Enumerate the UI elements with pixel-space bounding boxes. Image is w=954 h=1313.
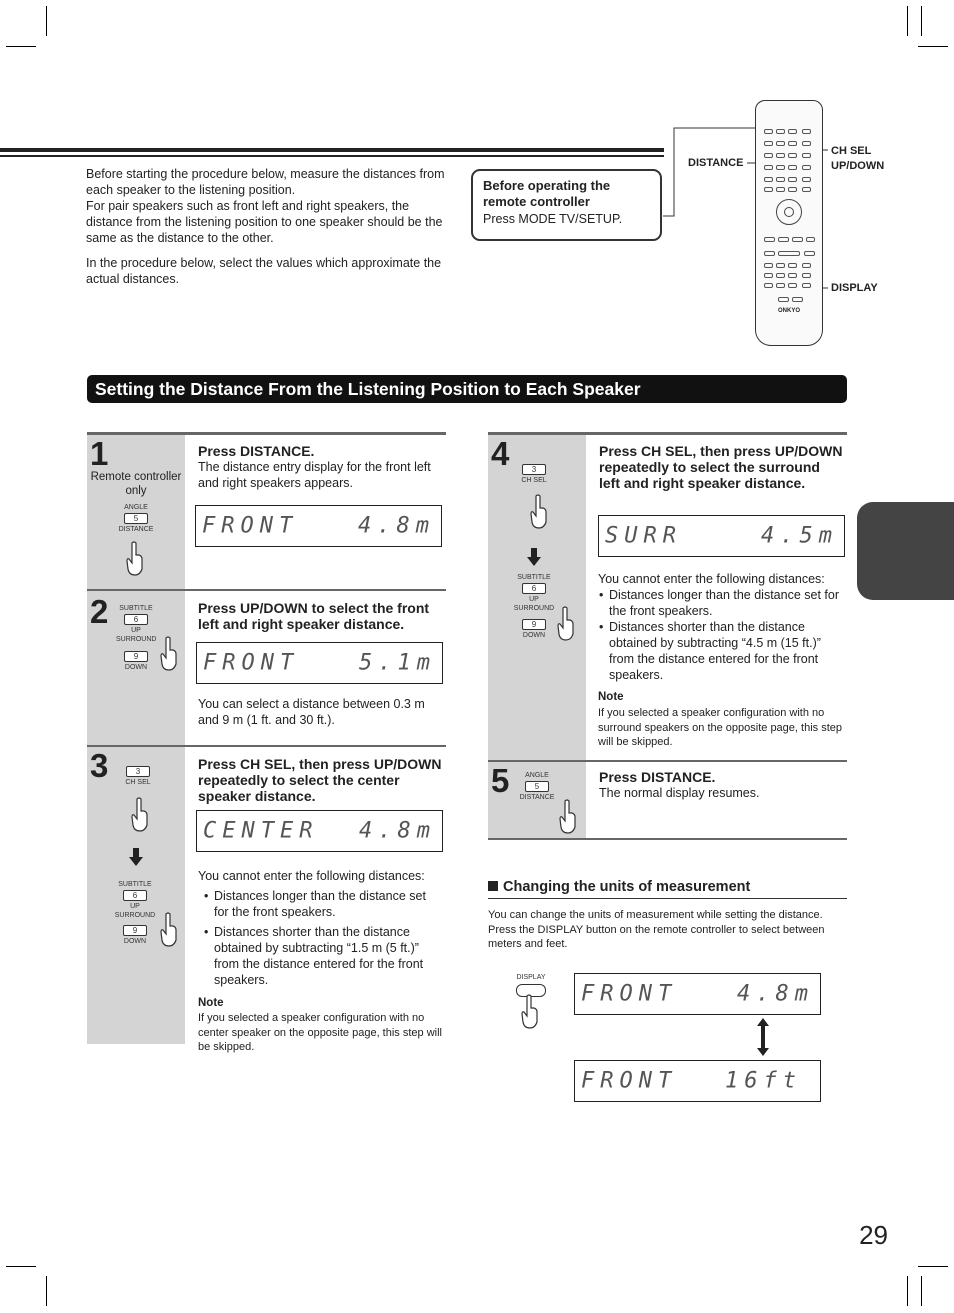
note-heading: Note bbox=[198, 997, 224, 1009]
up-key: SUBTITLE 6 UP SURROUND bbox=[114, 881, 156, 919]
lcd-display: SURR 4.5m bbox=[598, 515, 845, 557]
step-2-text: You can select a distance between 0.3 m and 9 m (1 ft. and 30 ft.). bbox=[198, 697, 425, 727]
step-1-text: The distance entry display for the front left and right speakers appears. bbox=[198, 460, 431, 490]
step-4-list bbox=[598, 587, 845, 683]
ch-sel-key: 3 CH SEL bbox=[521, 465, 547, 484]
note-text: If you selected a speaker configuration with no center speaker on the opposite page, this step will be skipped. bbox=[198, 1012, 442, 1053]
step-4-number: 4 bbox=[491, 435, 510, 472]
down-arrow-icon bbox=[129, 848, 143, 866]
pointing-hand-icon bbox=[124, 541, 146, 577]
lcd-display: CENTER 4.8m bbox=[196, 810, 443, 852]
step-separator bbox=[87, 745, 446, 747]
list-item: • Distances longer than the distance set for the front speakers. bbox=[598, 587, 845, 619]
step-5-heading: Press DISTANCE. bbox=[599, 769, 716, 785]
before-operating-box bbox=[471, 169, 662, 241]
step-separator bbox=[87, 589, 446, 591]
lcd-display: FRONT 4.8m bbox=[195, 505, 442, 547]
step-3-list bbox=[203, 888, 443, 988]
lcd-display-feet: FRONT 16ft bbox=[574, 1060, 821, 1102]
step-5-text: The normal display resumes. bbox=[599, 786, 760, 800]
down-key: 9 DOWN bbox=[522, 620, 546, 639]
intro-text: Before starting the procedure below, measure the distances from each speaker to the listening position. For pair speakers such as front left and right speakers, the distance from the listening position to one speaker should be the same as the distance to the other. In the procedure below, select the values which approximate the actual distances. bbox=[86, 167, 445, 286]
header-rule bbox=[0, 148, 664, 152]
up-down-label: UP/DOWN bbox=[831, 160, 885, 172]
up-key: SUBTITLE 6 UP SURROUND bbox=[513, 574, 555, 612]
section-title: Setting the Distance From the Listening Position to Each Speaker bbox=[87, 375, 847, 403]
crop-mark bbox=[921, 1276, 922, 1306]
down-key: 9 DOWN bbox=[123, 926, 147, 945]
step-4-intro: You cannot enter the following distances: bbox=[598, 572, 825, 586]
down-arrow-icon bbox=[527, 548, 541, 566]
up-key: SUBTITLE 6 UP SURROUND bbox=[116, 605, 157, 643]
header-rule bbox=[0, 155, 664, 157]
step-5-number: 5 bbox=[491, 762, 510, 799]
distance-label: DISTANCE bbox=[688, 157, 744, 169]
step-1-heading: Press DISTANCE. bbox=[198, 443, 315, 459]
display-label: DISPLAY bbox=[831, 282, 878, 294]
list-item: • Distances longer than the distance set for the front speakers. bbox=[203, 888, 443, 920]
pointing-hand-icon bbox=[519, 994, 541, 1030]
page-number: 29 bbox=[859, 1220, 888, 1250]
pointing-hand-icon bbox=[528, 494, 550, 530]
double-arrow-icon bbox=[756, 1018, 770, 1056]
pointing-hand-icon bbox=[129, 797, 151, 833]
note-heading: Note bbox=[598, 691, 624, 703]
crop-mark bbox=[907, 1276, 908, 1306]
crop-mark bbox=[918, 1266, 948, 1267]
pointing-hand-icon bbox=[555, 606, 577, 642]
side-tab bbox=[857, 502, 954, 600]
remote-controller-illustration bbox=[755, 100, 823, 346]
down-key: 9 DOWN bbox=[124, 652, 148, 671]
crop-mark bbox=[907, 6, 908, 36]
list-item: • Distances shorter than the distance obtained by subtracting “1.5 m (5 ft.)” from the distance entered for the front speakers. bbox=[203, 924, 443, 988]
display-key: DISPLAY bbox=[512, 973, 550, 999]
crop-mark bbox=[46, 6, 47, 36]
distance-key: ANGLE 5 DISTANCE bbox=[118, 504, 154, 533]
pointing-hand-icon bbox=[158, 636, 180, 672]
column-bottom-rule bbox=[488, 838, 847, 840]
step-1-number: 1 bbox=[90, 435, 109, 472]
crop-mark bbox=[6, 1266, 36, 1267]
remote-brand: ONKYO bbox=[777, 308, 800, 314]
list-item: • Distances shorter than the distance obtained by subtracting “4.5 m (15 ft.)” from the distance entered for the front speakers. bbox=[598, 619, 845, 683]
square-bullet-icon bbox=[488, 881, 498, 891]
crop-mark bbox=[6, 46, 36, 47]
step-separator bbox=[488, 760, 847, 762]
remote-only-note: Remote controller only bbox=[90, 471, 182, 497]
units-heading: Changing the units of measurement bbox=[488, 879, 847, 899]
units-text: You can change the units of measurement while setting the distance. Press the DISPLAY button on the remote controller to select between meters and feet. bbox=[488, 909, 825, 950]
pointing-hand-icon bbox=[557, 799, 579, 835]
ch-sel-label: CH SEL bbox=[831, 145, 872, 157]
step-3-intro: You cannot enter the following distances: bbox=[198, 869, 425, 883]
lcd-display-meters: FRONT 4.8m bbox=[574, 973, 821, 1015]
step-4-heading: Press CH SEL, then press UP/DOWN repeatedly to select the surround left and right speaker distance. bbox=[599, 443, 843, 491]
box-text: Press MODE TV/SETUP. bbox=[483, 212, 623, 226]
lcd-display: FRONT 5.1m bbox=[196, 642, 443, 684]
crop-mark bbox=[46, 1276, 47, 1306]
step-2-heading: Press UP/DOWN to select the front left and right speaker distance. bbox=[198, 600, 430, 632]
crop-mark bbox=[921, 6, 922, 36]
box-title: Before operating the remote controller bbox=[483, 178, 611, 209]
distance-key: ANGLE 5 DISTANCE bbox=[519, 772, 555, 801]
step-3-heading: Press CH SEL, then press UP/DOWN repeatedly to select the center speaker distance. bbox=[198, 756, 442, 804]
step-2-number: 2 bbox=[90, 593, 109, 630]
note-text: If you selected a speaker configuration with no surround speakers on the opposite page, this step will be skipped. bbox=[598, 707, 842, 748]
crop-mark bbox=[918, 46, 948, 47]
ch-sel-key: 3 CH SEL bbox=[125, 767, 151, 786]
step-3-number: 3 bbox=[90, 747, 109, 784]
pointing-hand-icon bbox=[158, 912, 180, 948]
